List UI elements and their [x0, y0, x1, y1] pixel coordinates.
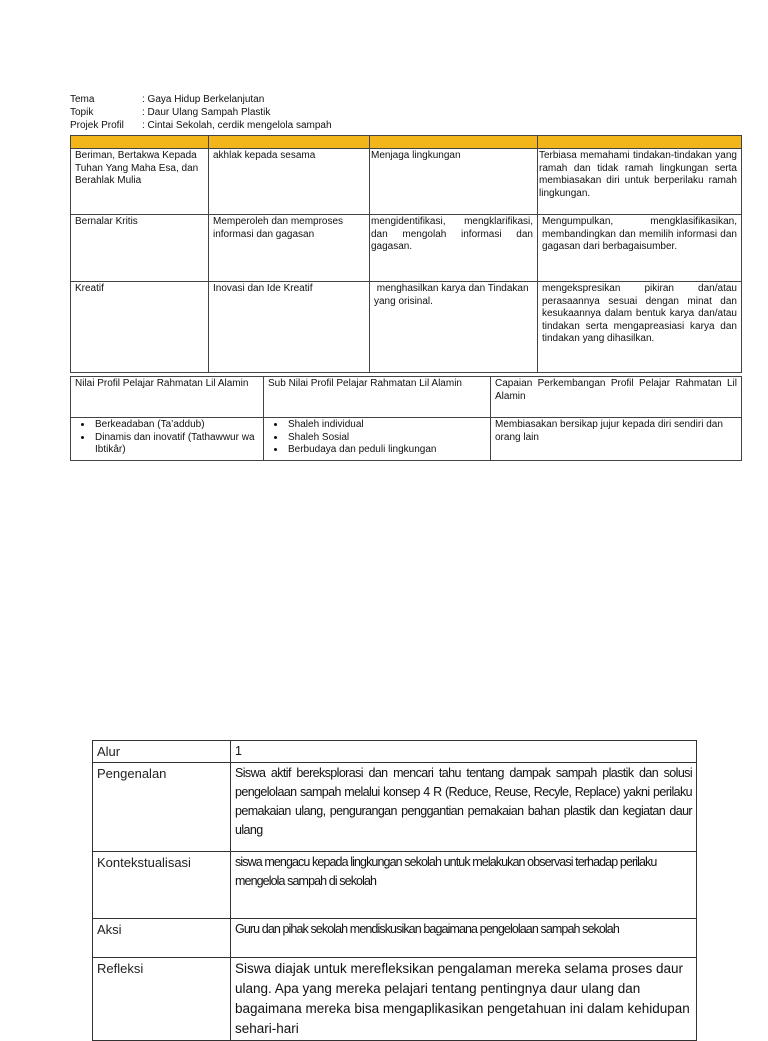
- table-row: [71, 149, 742, 215]
- table-header-row: [71, 136, 742, 149]
- sub-element-cell: mengidentifikasi, mengklarifikasi, dan mengolah informasi dan gagasan.: [370, 215, 538, 282]
- alur-value: 1: [231, 741, 697, 763]
- target-cell: Mengumpulkan, mengklasifikasikan, membandingkan dan memilih informasi dan gagasan dari berbagaisumber.: [538, 215, 742, 282]
- profile-dimension-table: [70, 135, 742, 373]
- pengenalan-value: Siswa aktif bereksplorasi dan mencari tahu tentang dampak sampah plastik dan solusi pengelolaan sampah melalui konsep 4 R (Reduce, Reuse, Recyle, Replace) yakni perilaku pemakaian ulang, pengurangan penggantian pemakaian bahan plastik dan kegiatan daur ulang: [231, 763, 697, 852]
- sub-element-cell: Menjaga lingkungan: [370, 149, 538, 215]
- table-row: [71, 215, 742, 282]
- dimension-cell: Kreatif: [71, 282, 209, 373]
- projek-row: [70, 119, 332, 132]
- dimension-cell: Bernalar Kritis: [71, 215, 209, 282]
- tema-value: : Gaya Hidup Berkelanjutan: [142, 94, 265, 105]
- pengenalan-label: Pengenalan: [93, 763, 231, 852]
- list-item: • Dinamis dan inovatif (Tathawwur wa Ibtikâr): [93, 432, 259, 457]
- header-cell: [209, 136, 370, 149]
- sub-nilai-header: Sub Nilai Profil Pelajar Rahmatan Lil Alamin: [264, 377, 491, 418]
- aksi-label: Aksi: [93, 919, 231, 958]
- refleksi-label: Refleksi: [93, 958, 231, 1041]
- list-item: • Berbudaya dan peduli lingkungan: [286, 444, 486, 457]
- nilai-header: Nilai Profil Pelajar Rahmatan Lil Alamin: [71, 377, 264, 418]
- table-row: [93, 958, 697, 1041]
- topik-value: : Daur Ulang Sampah Plastik: [142, 107, 271, 118]
- target-cell: Terbiasa memahami tindakan-tindakan yang ramah dan tidak ramah lingkungan serta membiasakan diri untuk berperilaku ramah lingkungan.: [538, 149, 742, 215]
- list-item: • Shaleh individual: [286, 419, 486, 432]
- alur-table: [92, 740, 697, 1041]
- kontekstualisasi-label: Kontekstualisasi: [93, 852, 231, 919]
- kontekstualisasi-value: siswa mengacu kepada lingkungan sekolah untuk melakukan observasi terhadap perilaku mengelola sampah di sekolah: [231, 852, 697, 919]
- header-cell: [538, 136, 742, 149]
- rahmatan-lil-alamin-table: [70, 376, 742, 461]
- nilai-cell: [71, 418, 264, 461]
- table-row: [71, 418, 742, 461]
- header-cell: [71, 136, 209, 149]
- projek-value: : Cintai Sekolah, cerdik mengelola sampah: [142, 120, 332, 131]
- element-cell: Inovasi dan Ide Kreatif: [209, 282, 370, 373]
- sub-nilai-cell: [264, 418, 491, 461]
- capaian-cell: Membiasakan bersikap jujur kepada diri sendiri dan orang lain: [491, 418, 742, 461]
- dimension-cell: Beriman, Bertakwa Kepada Tuhan Yang Maha Esa, dan Berahlak Mulia: [71, 149, 209, 215]
- table-row: [93, 763, 697, 852]
- table-row: [93, 852, 697, 919]
- list-item: • Shaleh Sosial: [286, 432, 486, 445]
- table-row: [93, 919, 697, 958]
- projek-label: Projek Profil: [70, 120, 124, 131]
- refleksi-value: Siswa diajak untuk merefleksikan pengalaman mereka selama proses daur ulang. Apa yang mereka pelajari tentang pentingnya daur ulang dan bagaimana mereka bisa mengaplikasikan pengetahuan ini dalam kehidupan sehari-hari: [231, 958, 697, 1041]
- topik-row: [70, 106, 332, 119]
- document-header: [70, 93, 332, 132]
- tema-label: Tema: [70, 94, 95, 105]
- list-item: • Berkeadaban (Ta’addub): [93, 419, 259, 432]
- tema-row: [70, 93, 332, 106]
- capaian-header: Capaian Perkembangan Profil Pelajar Rahmatan Lil Alamin: [491, 377, 742, 418]
- aksi-value: Guru dan pihak sekolah mendiskusikan bagaimana pengelolaan sampah sekolah: [231, 919, 697, 958]
- element-cell: akhlak kepada sesama: [209, 149, 370, 215]
- table-row: [93, 741, 697, 763]
- alur-label: Alur: [93, 741, 231, 763]
- table-row: [71, 377, 742, 418]
- topik-label: Topik: [70, 107, 94, 118]
- sub-element-cell: menghasilkan karya dan Tindakan yang orisinal.: [370, 282, 538, 373]
- target-cell: mengekspresikan pikiran dan/atau perasaannya sesuai dengan minat dan kesukaannya dalam bentuk karya dan/atau tindakan serta mengapreasiasi karya dan tindakan yang dihasilkan.: [538, 282, 742, 373]
- element-cell: Memperoleh dan memproses informasi dan gagasan: [209, 215, 370, 282]
- header-cell: [370, 136, 538, 149]
- table-row: [71, 282, 742, 373]
